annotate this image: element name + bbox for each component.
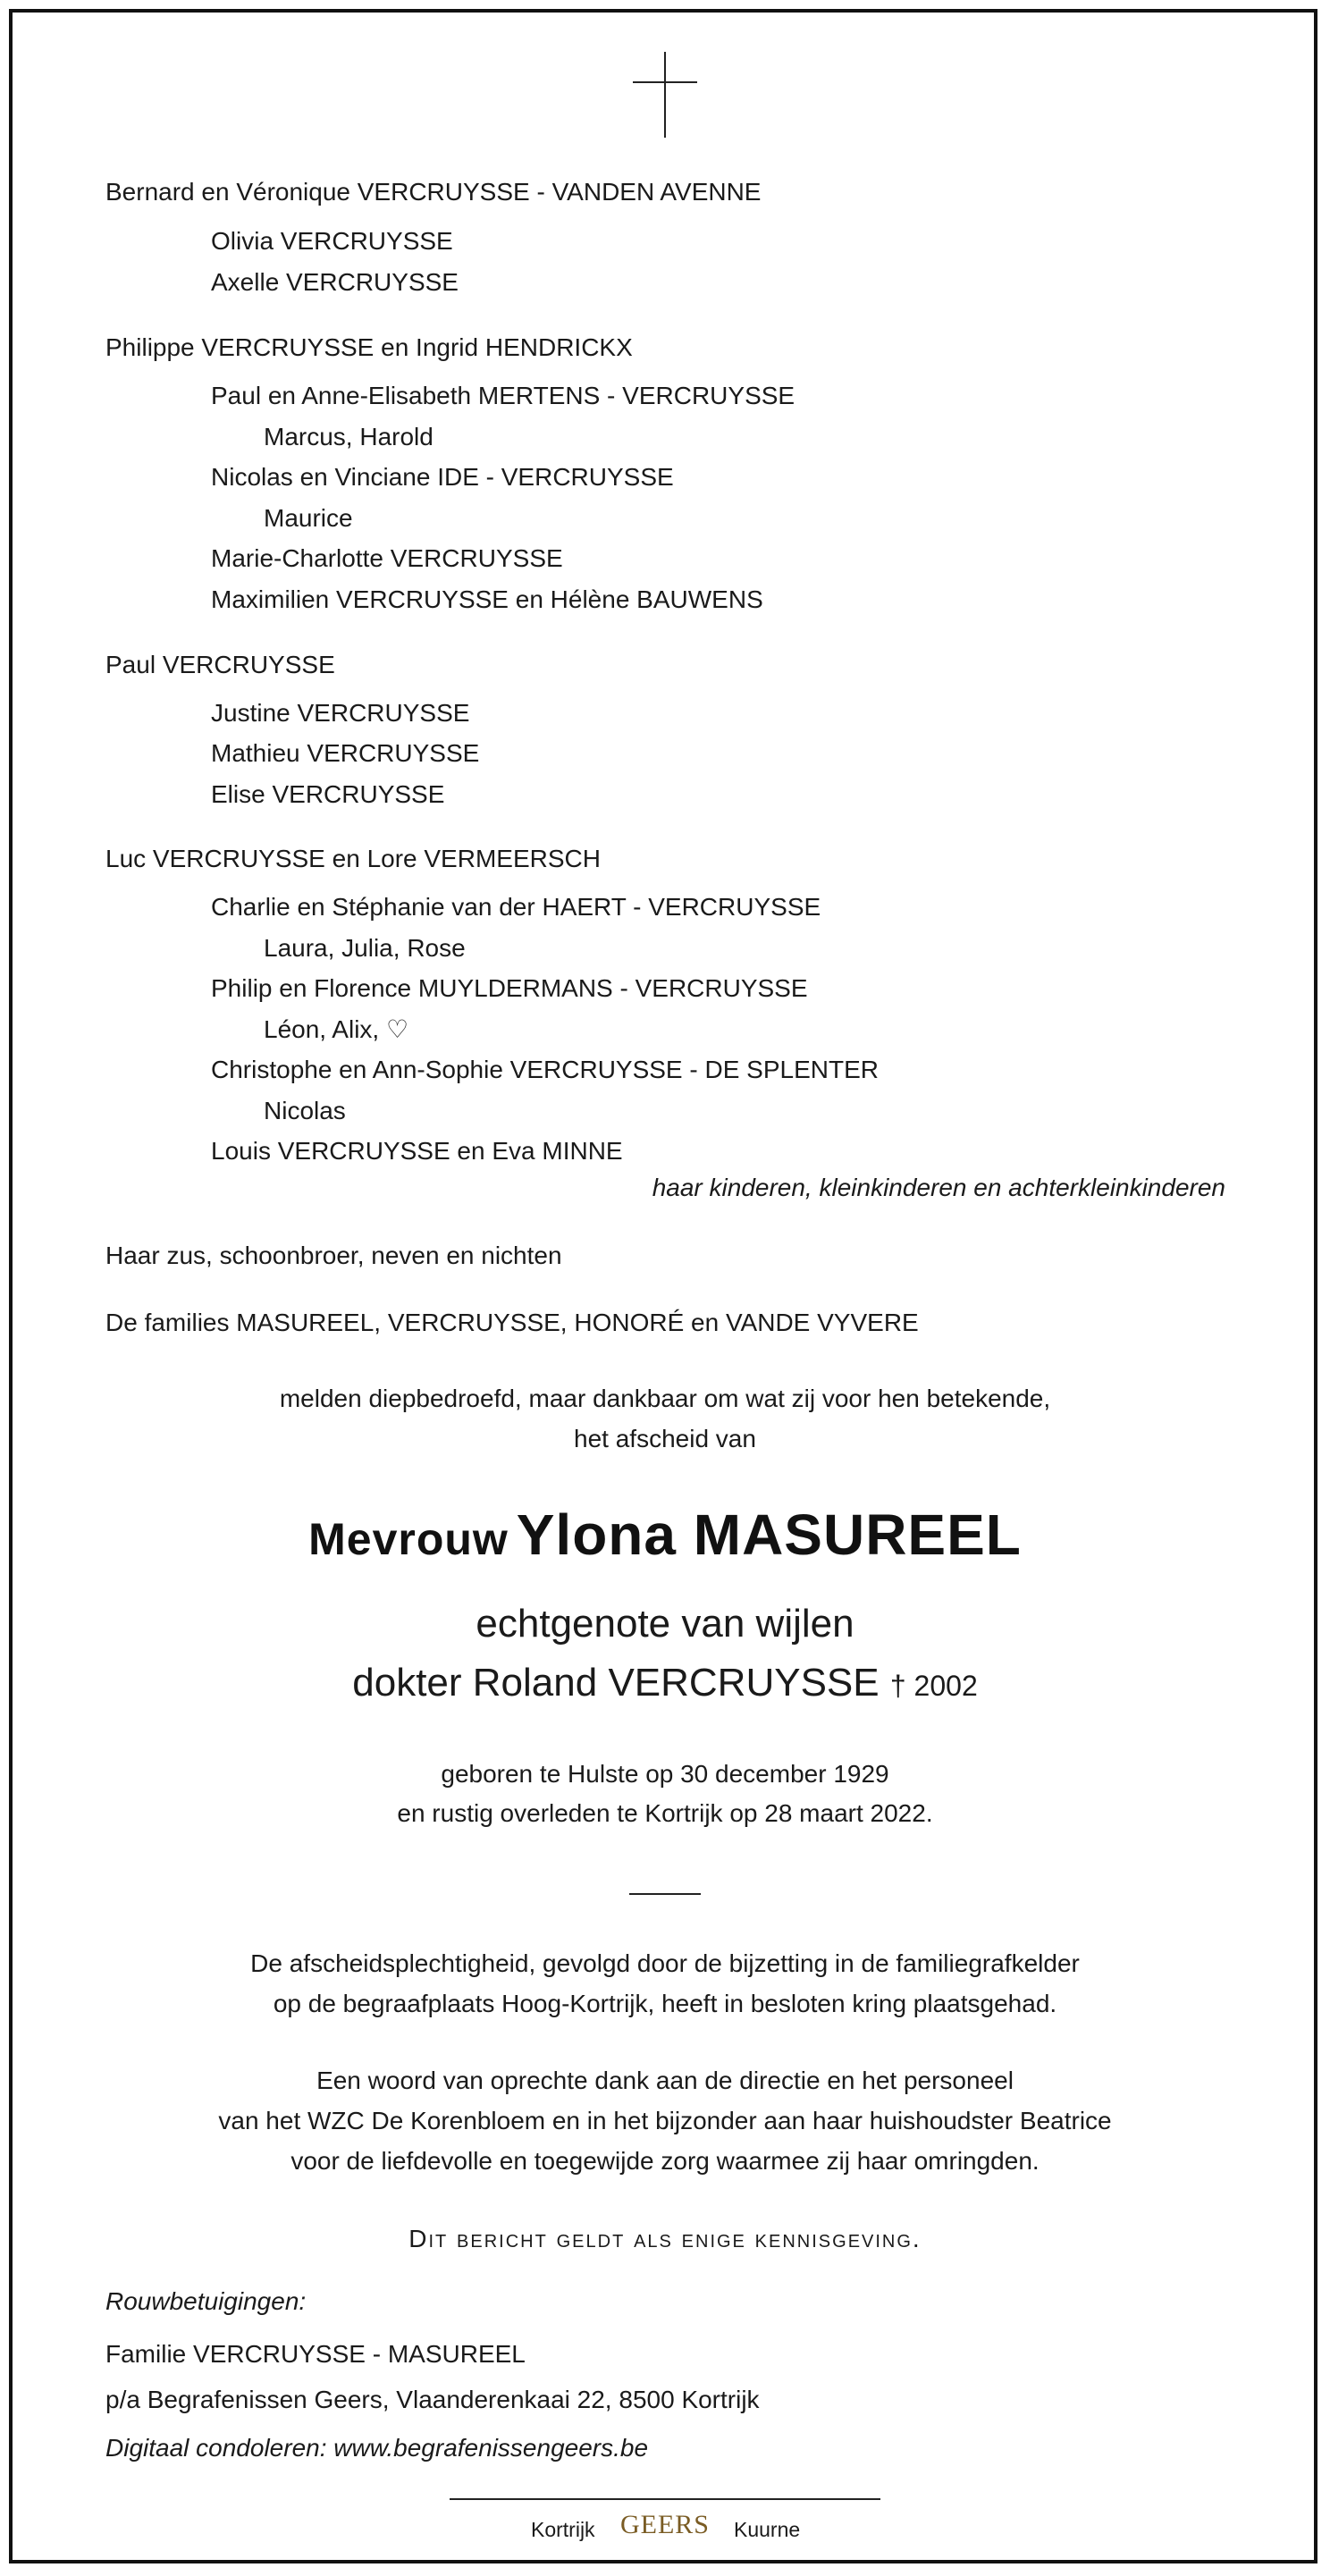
family-grandchildren: Nicolas bbox=[264, 1097, 346, 1124]
family-child: Elise VERCRUYSSE bbox=[211, 780, 445, 808]
death-line: en rustig overleden te Kortrijk op 28 maart 2022. bbox=[397, 1799, 933, 1827]
condolences-address: p/a Begrafenissen Geers, Vlaanderenkaai 22, 8500 Kortrijk bbox=[105, 2386, 760, 2413]
family-grandchildren: Laura, Julia, Rose bbox=[264, 934, 466, 962]
thanks-line-1: Een woord van oprechte dank aan de directie en het personeel bbox=[316, 2067, 1014, 2094]
family-grandchildren: Marcus, Harold bbox=[264, 423, 434, 450]
birth-line: geboren te Hulste op 30 december 1929 bbox=[441, 1760, 889, 1788]
footer-right: Kuurne bbox=[734, 2518, 801, 2541]
spouse-line-1: echtgenote van wijlen bbox=[476, 1602, 854, 1646]
deceased-name bbox=[0, 1502, 1330, 1568]
family-child: Olivia VERCRUYSSE bbox=[211, 227, 453, 255]
condolences-digital: Digitaal condoleren: www.begrafenissengeers.be bbox=[105, 2434, 649, 2462]
descendants-note: haar kinderen, kleinkinderen en achterkleinkinderen bbox=[652, 1174, 1225, 1201]
family-grandchildren: Léon, Alix, ♡ bbox=[264, 1015, 409, 1043]
family-child: Charlie en Stéphanie van der HAERT - VERCRUYSSE bbox=[211, 893, 821, 921]
family-head-1: Bernard en Véronique VERCRUYSSE - VANDEN AVENNE bbox=[105, 178, 762, 206]
family-child: Axelle VERCRUYSSE bbox=[211, 268, 459, 296]
sister-line: Haar zus, schoonbroer, neven en nichten bbox=[105, 1242, 562, 1269]
family-child: Louis VERCRUYSSE en Eva MINNE bbox=[211, 1137, 623, 1165]
spouse-death: † 2002 bbox=[889, 1670, 978, 1702]
divider bbox=[629, 1893, 701, 1895]
condolences-label: Rouwbetuigingen: bbox=[105, 2287, 307, 2315]
footer-rule bbox=[450, 2498, 880, 2500]
family-child: Marie-Charlotte VERCRUYSSE bbox=[211, 544, 563, 572]
family-child: Philip en Florence MUYLDERMANS - VERCRUYSSE bbox=[211, 974, 808, 1002]
announcement-line-1: melden diepbedroefd, maar dankbaar om wat zij voor hen betekende, bbox=[279, 1385, 1051, 1412]
family-head-3: Paul VERCRUYSSE bbox=[105, 651, 335, 678]
family-child: Christophe en Ann-Sophie VERCRUYSSE - DE SPLENTER bbox=[211, 1056, 879, 1083]
family-head-2: Philippe VERCRUYSSE en Ingrid HENDRICKX bbox=[105, 333, 633, 361]
family-child: Maximilien VERCRUYSSE en Hélène BAUWENS bbox=[211, 585, 763, 613]
ceremony-line-1: De afscheidsplechtigheid, gevolgd door de bijzetting in de familiegrafkelder bbox=[250, 1949, 1080, 1977]
thanks-line-2: van het WZC De Korenbloem en in het bijzonder aan haar huishoudster Beatrice bbox=[218, 2107, 1112, 2134]
geers-logo: GEERS bbox=[619, 2510, 710, 2539]
footer-left: Kortrijk bbox=[531, 2518, 595, 2541]
family-child: Paul en Anne-Elisabeth MERTENS - VERCRUYSSE bbox=[211, 382, 795, 409]
family-child: Mathieu VERCRUYSSE bbox=[211, 739, 480, 767]
family-head-4: Luc VERCRUYSSE en Lore VERMEERSCH bbox=[105, 845, 601, 872]
family-grandchildren: Maurice bbox=[264, 504, 353, 532]
deceased-fullname: Ylona MASUREEL bbox=[516, 1503, 1022, 1567]
announcement-line-2: het afscheid van bbox=[574, 1425, 756, 1452]
condolences-family: Familie VERCRUYSSE - MASUREEL bbox=[105, 2340, 526, 2368]
thanks-line-3: voor de liefdevolle en toegewijde zorg waarmee zij haar omringden. bbox=[290, 2147, 1040, 2175]
ceremony-line-2: op de begraafplaats Hoog-Kortrijk, heeft in besloten kring plaatsgehad. bbox=[273, 1990, 1057, 2017]
families-line: De families MASUREEL, VERCRUYSSE, HONORÉ en VANDE VYVERE bbox=[105, 1309, 919, 1336]
spouse-line-2 bbox=[0, 1659, 1330, 1710]
family-child: Justine VERCRUYSSE bbox=[211, 699, 470, 727]
family-child: Nicolas en Vinciane IDE - VERCRUYSSE bbox=[211, 463, 674, 491]
spouse-name: dokter Roland VERCRUYSSE bbox=[352, 1661, 880, 1705]
deceased-title: Mevrouw bbox=[308, 1514, 509, 1564]
notice: Dit bericht geldt als enige kennisgeving. bbox=[408, 2225, 922, 2252]
